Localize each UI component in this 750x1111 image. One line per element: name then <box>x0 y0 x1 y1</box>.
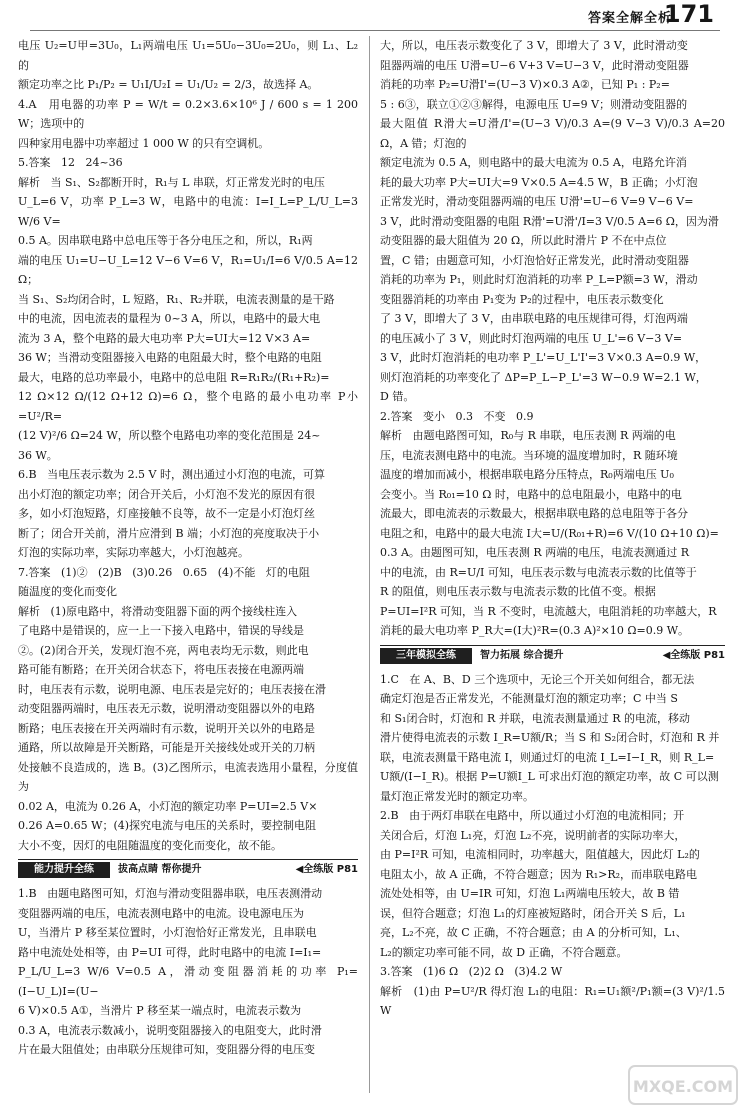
text-line: 消耗的最大电功率 P_R大=(I大)²R=(0.3 A)²×10 Ω=0.9 W。 <box>380 624 690 637</box>
text-line: 3 V，此时滑动变阻器的电阻 R滑'=U滑'/I=3 V/0.5 A=6 Ω，因为滑 <box>380 214 719 228</box>
text-line: 流为 3 A，整个电路的最大电功率 P大=UI大=12 V×3 A= <box>18 331 311 345</box>
watermark-text: MXQE.COM <box>632 1077 734 1096</box>
text-line: ②。(2)闭合开关，发现灯泡不亮，两电表均无示数，则此电 <box>18 643 309 657</box>
text-line: 和 S₁闭合时，灯泡和 R 并联，电流表测量通过 R 的电流，移动 <box>380 711 690 725</box>
text-line: 灯泡的实际功率，实际功率越大，小灯泡越亮。 <box>18 546 249 559</box>
text-line: 大，所以，电压表示数变化了 3 V，即增大了 3 V，此时滑动变 <box>380 39 688 52</box>
text-line: 动变阻器的最大阻值为 20 Ω，所以此时滑片 P 不在中点位 <box>380 234 667 247</box>
text-line: 了电路中是错误的，应一上一下接入电路中，错误的导线是 <box>18 624 304 637</box>
text-line: 耗的最大功率 P大=UI大=9 V×0.5 A=4.5 W，B 正确；小灯泡 <box>380 175 698 189</box>
text-line: U，当滑片 P 移至某位置时，小灯泡恰好正常发光，且串联电 <box>18 926 317 939</box>
text-line: D 错。 <box>380 390 415 403</box>
text-line: 亮，L₂不亮，故 C 正确，不符合题意；由 A 的分析可知，L₁、 <box>380 926 687 939</box>
text-line: 消耗的功率为 P₁，则此时灯泡消耗的功率 P_L=P额=3 W，滑动 <box>380 273 698 286</box>
text-line: 0.26 A=0.65 W；(4)探究电流与电压的关系时，要控制电阻 <box>18 819 317 832</box>
text-line: 0.3 A。由题图可知，电压表测 R 两端的电压，电流表测通过 R <box>380 546 689 559</box>
text-line: 关闭合后，灯泡 L₁亮，灯泡 L₂不亮，说明前者的实际功率大， <box>380 828 686 842</box>
text-line: 36 W。 <box>18 448 58 462</box>
right-banner-subtitle: 智力拓展 综合提升 <box>480 649 564 661</box>
text-line: 12 Ω×12 Ω/(12 Ω+12 Ω)=6 Ω，整个电路的最小电功率 P小=U²/R= <box>18 390 358 423</box>
text-line: 5 : 6③，联立①②③解得，电源电压 U=9 V；则滑动变阻器的 <box>380 97 688 111</box>
left-banner-reference: ◀全练版 P81 <box>295 864 358 875</box>
text-line: 最大，电路的总功率最小，电路中的总电阻 R=R₁R₂/(R₁+R₂)= <box>18 370 330 384</box>
text-line: 4.A 用电器的功率 P = W/t = 0.2×3.6×10⁶ J / 600 s = 1 200 W；选项中的 <box>18 97 362 130</box>
left-banner-subtitle: 拔高点睛 帮你提升 <box>118 864 202 875</box>
text-line: 大小不变，因灯的电阻随温度的变化而变化，故不能。 <box>18 838 282 852</box>
text-line: 阻器两端的电压 U滑=U−6 V+3 V=U−3 V，此时滑动变阻器 <box>380 58 689 72</box>
text-line: 解析 (1)由 P=U²/R 得灯泡 L₁的电阻：R₁=U₁额²/P₁额=(3 V)²/1.5 W <box>380 984 729 1017</box>
text-line: 随温度的变化而变化 <box>18 585 117 598</box>
text-line: P_L/U_L=3 W/6 V=0.5 A，滑动变阻器消耗的功率 P₁=(I−U_L)I=(U− <box>18 965 358 998</box>
text-line: 3 V，此时灯泡消耗的电功率 P_L'=U_L'I'=3 V×0.3 A=0.9 W， <box>380 351 707 364</box>
text-line: 多，如小灯泡短路，灯座接触不良等，故不一定是小灯泡灯丝 <box>18 507 315 520</box>
text-line: 6.B 当电压表示数为 2.5 V 时，测出通过小灯泡的电流，可算 <box>18 468 325 481</box>
text-line: 出小灯泡的额定功率；闭合开关后，小灯泡不发光的原因有很 <box>18 487 315 501</box>
right-banner-tag: 三年模拟全练 <box>380 648 472 664</box>
right-column-text-2 <box>380 670 729 1021</box>
text-line: U_L=6 V，功率 P_L=3 W，电路中的电流：I=I_L=P_L/U_L=3 W/6 V= <box>18 195 362 228</box>
text-line: 流处处相等，由 U=IR 可知，灯泡 L₁两端电压较大，故 B 错 <box>380 887 680 900</box>
column-divider <box>369 36 370 1093</box>
text-line: 7.答案 (1)② (2)B (3)0.26 0.65 (4)不能 灯的电阻 <box>18 565 310 579</box>
text-line: 变阻器两端的电压，电流表测电路中的电流。设电源电压为 <box>18 906 304 920</box>
text-line: 5.答案 12 24~36 <box>18 156 123 169</box>
right-column-text <box>380 36 729 641</box>
text-line: 电压 U₂=U甲=3U₀，L₁两端电压 U₁=5U₀−3U₀=2U₀，则 L₁、L₂的 <box>18 39 358 72</box>
text-line: 解析 当 S₁、S₂都断开时，R₁与 L 串联，灯正常发光时的电压 <box>18 175 325 189</box>
text-line: 会变小。当 R₀₁=10 Ω 时，电路中的总电阻最小，电路中的电 <box>380 487 682 501</box>
text-line: 四种家用电器中功率超过 1 000 W 的只有空调机。 <box>18 136 270 150</box>
left-column <box>18 36 362 1060</box>
text-line: 了 3 V，即增大了 3 V，由串联电路的电压规律可得，灯泡两端 <box>380 312 688 325</box>
text-line: 端的电压 U₁=U−U_L=12 V−6 V=6 V，R₁=U₁/I=6 V/0.5 A=12 Ω； <box>18 253 362 286</box>
text-line: 3.答案 (1)6 Ω (2)2 Ω (3)4.2 W <box>380 965 563 978</box>
text-line: 通路，所以故障是开关断路，可能是开关接线处或开关的刀柄 <box>18 741 315 754</box>
text-line: 中的电流，因电流表的量程为 0~3 A，所以，电路中的最大电 <box>18 312 321 325</box>
text-line: 电阻之和，电路中的最大电流 I大=U/(R₀₁+R)=6 V/(10 Ω+10 Ω)= <box>380 526 719 540</box>
text-line: 则灯泡消耗的功率变化了 ΔP=P_L−P_L'=3 W−0.9 W=2.1 W， <box>380 370 707 384</box>
text-line: (12 V)²/6 Ω=24 W，所以整个电路电功率的变化范围是 24~ <box>18 429 321 442</box>
text-line: 置，C 错；由题意可知，小灯泡恰好正常发光，此时滑动变阻器 <box>380 253 689 267</box>
text-line: 解析 (1)原电路中，将滑动变阻器下面的两个接线柱连入 <box>18 604 298 618</box>
text-line: 电阻太小，故 A 正确，不符合题意；因为 R₁>R₂，而串联电路电 <box>380 867 698 881</box>
header-title: 答案全解全析 <box>587 11 672 26</box>
text-line: 正常发光时，滑动变阻器两端的电压 U滑'=U−6 V=9 V−6 V= <box>380 195 694 208</box>
text-line: 6 V)×0.5 A①，当滑片 P 移至某一端点时，电流表示数为 <box>18 1004 302 1017</box>
left-column-text <box>18 36 362 855</box>
text-line: 额定功率之比 P₁/P₂ = U₁I/U₂I = U₁/U₂ = 2/3，故选择 A。 <box>18 78 319 91</box>
text-line: 量灯泡正常发光时的额定功率。 <box>380 789 534 803</box>
text-line: 动变阻器两端时，电压表无示数，说明滑动变阻器以外的电路 <box>18 702 315 715</box>
right-section-banner <box>380 645 725 666</box>
text-line: 0.5 A。因串联电路中总电压等于各分电压之和，所以，R₁两 <box>18 234 313 247</box>
text-line: 路可能有断路；在开关闭合状态下，将电压表接在电源两端 <box>18 663 304 676</box>
text-line: 压，电流表测电路中的电流。当环境的温度增加时，R 随环境 <box>380 448 678 462</box>
right-column <box>380 36 729 1021</box>
left-section-banner <box>18 859 358 880</box>
text-line: 0.3 A，电流表示数减小，说明变阻器接入的电阻变大，此时滑 <box>18 1023 322 1037</box>
text-line: 确定灯泡是否正常发光，不能测量灯泡的额定功率；C 中当 S <box>380 692 678 705</box>
text-line: 断路；电压表接在开关两端时有示数，说明开关以外的电路是 <box>18 721 315 735</box>
text-line: P=UI=I²R 可知，当 R 不变时，电流越大，电阻消耗的功率越大，R <box>380 604 717 618</box>
text-line: 路中电流处处相等，由 P=UI 可得，此时电路中的电流 I=I₁= <box>18 945 322 959</box>
text-line: 滑片使得电流表的示数 I_R=U额/R；当 S 和 S₂闭合时，灯泡和 R 并 <box>380 731 720 744</box>
text-line: 误，但符合题意；灯泡 L₁的灯座被短路时，闭合开关 S 后，L₁ <box>380 906 686 920</box>
text-line: 0.02 A，电流为 0.26 A，小灯泡的额定功率 P=UI=2.5 V× <box>18 799 318 813</box>
text-line: 当 S₁、S₂均闭合时，L 短路，R₁、R₂并联，电流表测量的是干路 <box>18 292 335 306</box>
text-line: R 的阻值，则电压表示数与电流表示数的比值不变。根据 <box>380 585 656 598</box>
text-line: 1.B 由题电路图可知，灯泡与滑动变阻器串联，电压表测滑动 <box>18 887 323 900</box>
text-line: 36 W；当滑动变阻器接入电路的电阻最大时，整个电路的电阻 <box>18 351 322 364</box>
text-line: 2.B 由于两灯串联在电路中，所以通过小灯泡的电流相同；开 <box>380 809 685 822</box>
text-line: L₂的额定功率可能不同，故 D 正确，不符合题意。 <box>380 945 628 959</box>
text-line: 1.C 在 A、B、D 三个选项中，无论三个开关如何组合，都无法 <box>380 672 695 686</box>
watermark-logo <box>628 1065 738 1105</box>
left-banner-tag: 能力提升全练 <box>18 862 110 878</box>
text-line: U额/(I−I_R)。根据 P=U额I_L 可求出灯泡的额定功率，故 C 可以测 <box>380 770 719 783</box>
text-line: 消耗的功率 P₂=U滑I'=(U−3 V)×0.3 A②，已知 P₁ : P₂= <box>380 78 670 91</box>
text-line: 断了；闭合开关前，滑片应滑到 B 端；小灯泡的亮度取决于小 <box>18 526 320 540</box>
text-line: 最大阻值 R滑大=U滑/I'=(U−3 V)/0.3 A=(9 V−3 V)/0.3 A=20 Ω，A 错；灯泡的 <box>380 117 729 150</box>
text-line: 联，电流表测量干路电流 I，则通过灯的电流 I_L=I−I_R，则 R_L= <box>380 750 715 764</box>
text-line: 中的电流，由 R=U/I 可知，电压表示数与电流表示数的比值等于 <box>380 565 697 579</box>
text-line: 的电压减小了 3 V，则此时灯泡两端的电压 U_L'=6 V−3 V= <box>380 331 683 345</box>
text-line: 温度的增加而减小，根据串联电路分压特点，R₀两端电压 U₀ <box>380 468 674 481</box>
text-line: 由 P=I²R 可知，电流相同时，功率越大，阻值越大，因此灯 L₂的 <box>380 848 700 861</box>
text-line: 解析 由题电路图可知，R₀与 R 串联，电压表测 R 两端的电 <box>380 429 676 442</box>
page-number: 171 <box>663 0 714 28</box>
text-line: 流最大，即电流表的示数最大，根据串联电路的总电阻等于各分 <box>380 507 688 520</box>
text-line: 处接触不良造成的，选 B。(3)乙图所示，电流表选用小量程，分度值为 <box>18 760 358 793</box>
left-column-text-2 <box>18 884 358 1060</box>
text-line: 额定电流为 0.5 A，则电路中的最大电流为 0.5 A，电路允许消 <box>380 156 687 169</box>
text-line: 片在最大阻值处；由串联分压规律可知，变阻器分得的电压变 <box>18 1043 315 1056</box>
text-line: 2.答案 变小 0.3 不变 0.9 <box>380 409 534 423</box>
text-line: 变阻器消耗的功率由 P₁变为 P₂的过程中，电压表示数变化 <box>380 292 664 306</box>
header-rule <box>30 30 720 31</box>
text-line: 时，电压表有示数，说明电源、电压表是完好的；电压表接在滑 <box>18 682 326 696</box>
right-banner-reference: ◀全练版 P81 <box>662 649 725 661</box>
